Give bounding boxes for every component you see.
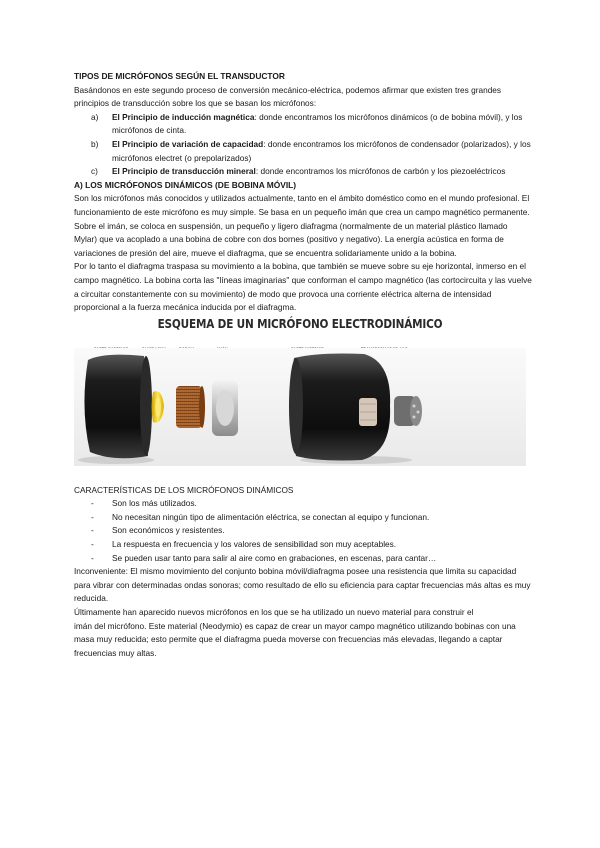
principle-text: : donde encontramos los micrófonos de condensador (polarizados), y los micrófonos electret (o prepolarizados) <box>112 138 531 163</box>
transformer-shape <box>359 398 377 426</box>
microphone-parts-illustration <box>74 348 526 466</box>
characteristics-title: CARACTERÍSTICAS DE LOS MICRÓFONOS DINÁMICOS <box>74 484 294 495</box>
principle-label: El Principio de variación de capacidad <box>112 138 264 149</box>
page-heading: TIPOS DE MICRÓFONOS SEGÚN EL TRANSDUCTOR <box>74 71 285 81</box>
principle-text: : donde encontramos los micrófonos dinámicos (o de bobina móvil), y los micrófonos de cinta. <box>112 111 523 136</box>
coil-shape <box>176 386 205 428</box>
list-item: b) El Principio de variación de capacidad: donde encontramos los micrófonos de condensador (polarizados), y los micrófonos electret (o prepolarizados) <box>91 138 531 163</box>
body-paragraph: Por lo tanto el diafragma traspasa su movimiento a la bobina, que también se mueve sobre su eje horizontal, inmerso en el campo magnético. La bobina corta las "líneas imaginarias" que conforman el campo magnético (las cortocircuita y las vuelve a circuitar constantemente con su movimiento) de modo que provoca una corriente eléctrica alterna de intensidad proporcional a la fuerza mecánica inducida por el diafragma. <box>74 261 532 313</box>
xlr-connector-shape <box>394 396 422 426</box>
characteristics-list <box>74 497 532 565</box>
body-paragraph: Son los micrófonos más conocidos y utilizados actualmente, tanto en el ámbito doméstico como en el mundo profesional. El funcionamiento de este micrófono es muy simple. Se basa en un pequeño imán que crea un campo magnético permanente. Sobre el imán, se coloca en suspensión, un pequeño y ligero diafragma (normalmente de un material plástico llamado Mylar) que va acoplado a una bobina de cobre con dos bornes (positivo y negativo). La energía acústica en forma de variaciones de presión del aire, mueve el diafragma, que se encuentra solidariamente unido a la bobina. <box>74 193 530 258</box>
magnet-shape <box>212 380 238 436</box>
closing-paragraph: imán del micrófono. Este material (Neodymio) es capaz de crear un mayor campo magnético utilizando bobinas con una masa muy reducida; esto permite que el diafragma pueda moverse con frecuencias más elevadas, llegando a captar frecuencias muy altas. <box>74 620 516 658</box>
principle-label: El Principio de inducción magnética <box>112 111 255 122</box>
top-part-shape <box>84 354 152 458</box>
microphone-diagram <box>74 318 526 466</box>
list-item: c) El Principio de transducción mineral: donde encontramos los micrófonos de carbón y los piezoeléctricos <box>91 166 506 177</box>
principle-label: El Principio de transducción mineral <box>112 166 256 177</box>
diagram-title: ESQUEMA DE UN MICRÓFONO ELECTRODINÁMICO <box>157 316 443 331</box>
principle-text: : donde encontramos los micrófonos de carbón y los piezoeléctricos <box>255 166 506 177</box>
list-item: - Son los más utilizados. <box>91 498 197 509</box>
list-item: - Se pueden usar tanto para salir al aire como en grabaciones, en escenas, para cantar… <box>91 552 437 563</box>
section-title: A) LOS MICRÓFONOS DINÁMICOS (DE BOBINA MÓVIL) <box>74 179 297 190</box>
closing-line: Últimamente han aparecido nuevos micrófonos en los que se ha utilizado un nuevo material para construir el <box>74 607 474 618</box>
list-item: - Son económicos y resistentes. <box>91 525 225 536</box>
list-item: - La respuesta en frecuencia y los valores de sensibilidad son muy aceptables. <box>91 539 397 550</box>
list-item: a) El Principio de inducción magnética: donde encontramos los micrófonos dinámicos (o de bobina móvil), y los micrófonos de cinta. <box>91 111 523 136</box>
drawback-paragraph: Inconveniente: El mismo movimiento del conjunto bobina móvil/diafragma posee una resistencia que limita su capacidad para vibrar con determinadas ondas sonoras; como resultado de ello su eficiencia para captar frecuencias más altas es muy reducida. <box>74 566 531 604</box>
principles-list <box>74 111 532 179</box>
document-page <box>74 70 532 660</box>
list-item: - No necesitan ningún tipo de alimentación eléctrica, se conectan al equipo y funcionan. <box>91 511 430 522</box>
intro-paragraph: Basándonos en este segundo proceso de conversión mecánico-eléctrica, podemos afirmar que existen tres grandes principios de transducción sobre los que se basan los micrófonos: <box>74 84 502 109</box>
